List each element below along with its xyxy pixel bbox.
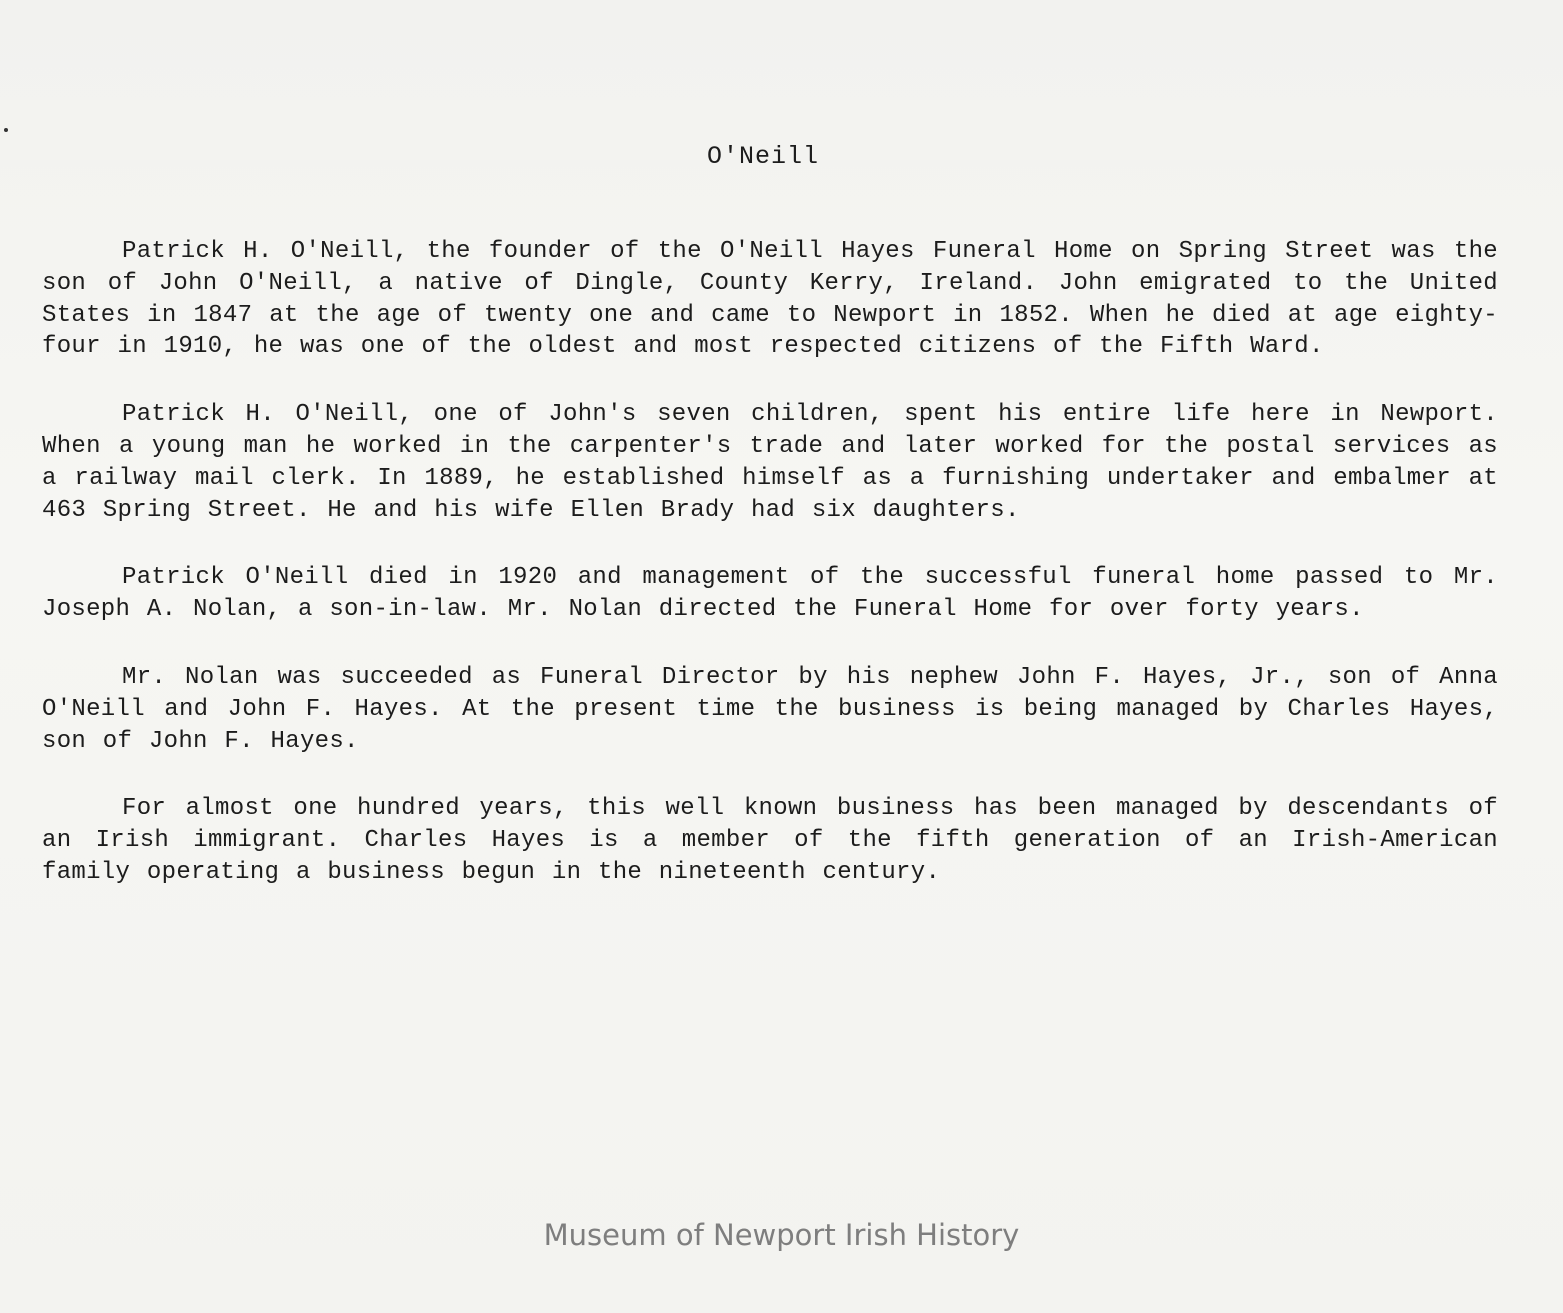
paragraph-2: Patrick H. O'Neill, one of John's seven children, spent his entire life here in Newport. When a young man he worked in the carpenter's trade and later worked for the postal services as a railway mail clerk. In 1889, he established himself as a furnishing undertaker and embalmer at 463 Spring Street. He and his wife Ellen Brady had six daughters.	[42, 401, 1498, 524]
paragraph-3: Patrick O'Neill died in 1920 and management of the successful funeral home passed to Mr. Joseph A. Nolan, a son-in-law. Mr. Nolan directed the Funeral Home for over forty years.	[42, 564, 1498, 624]
paragraph-5: For almost one hundred years, this well known business has been managed by descendants of an Irish immigrant. Charles Hayes is a member of the fifth generation of an Irish-American family operating a business begun in the nineteenth century.	[42, 795, 1498, 886]
paper-speck	[4, 128, 8, 132]
document-body	[42, 236, 1498, 925]
paragraph-1: Patrick H. O'Neill, the founder of the O'Neill Hayes Funeral Home on Spring Street was the son of John O'Neill, a native of Dingle, County Kerry, Ireland. John emigrated to the United States in 1847 at the age of twenty one and came to Newport in 1852. When he died at age eighty-four in 1910, he was one of the oldest and most respected citizens of the Fifth Ward.	[42, 238, 1498, 361]
paragraph-4: Mr. Nolan was succeeded as Funeral Director by his nephew John F. Hayes, Jr., son of Anna O'Neill and John F. Hayes. At the present time the business is being managed by Charles Hayes, son of John F. Hayes.	[42, 663, 1498, 755]
page-title: O'Neill	[706, 142, 820, 171]
museum-watermark: Museum of Newport Irish History	[543, 1218, 1020, 1252]
